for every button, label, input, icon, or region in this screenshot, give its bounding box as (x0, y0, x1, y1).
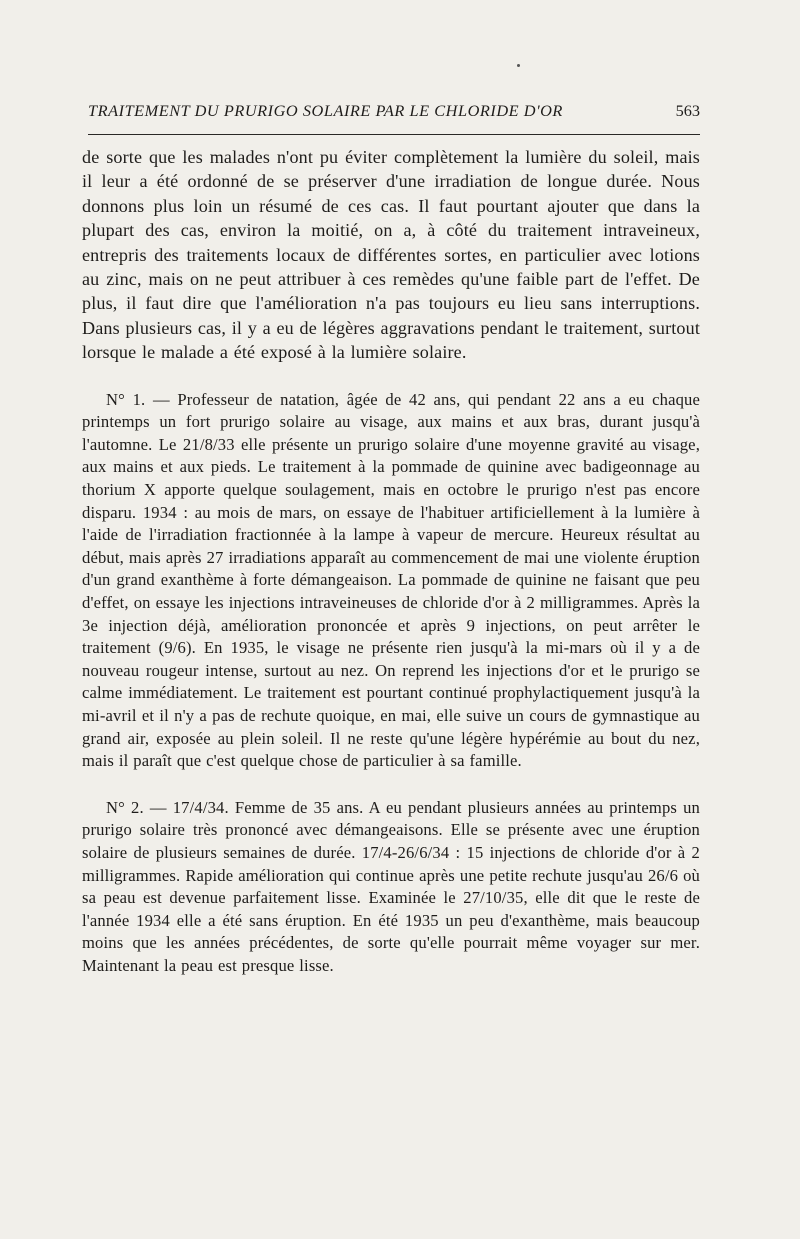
print-speck (517, 64, 520, 67)
case-1-paragraph: N° 1. — Professeur de natation, âgée de 42 ans, qui pendant 22 ans a eu chaque printemps un fort prurigo solaire au visage, aux mains et aux bras, durant jusqu'à l'automne. Le 21/8/33 elle présente un prurigo solaire d'une moyenne gravité au visage, aux mains et aux pieds. Le traitement à la pommade de quinine avec badigeonnage au thorium X apporte quelque soulagement, mais en octobre le prurigo n'est pas encore disparu. 1934 : au mois de mars, on essaye de l'habituer artificiellement à la lumière à l'aide de l'irradiation fractionnée à la lampe à vapeur de mercure. Heureux résultat au début, mais après 27 irradiations apparaît au commencement de mai une violente éruption d'un grand exanthème à forte démangeaison. La pommade de quinine ne faisant que peu d'effet, on essaye les injections intraveineuses de chloride d'or à 2 milligrammes. Après la 3e injection déjà, amélioration prononcée et après 9 injections, on peut arrêter le traitement (9/6). En 1935, le visage ne présente rien jusqu'à la mi-mars où il y a de nouveau rougeur intense, surtout au nez. On reprend les injections d'or et le prurigo se calme immédiatement. Le traitement est pourtant continué prophylactiquement jusqu'à la mi-avril et il n'y a pas de rechute quoique, en mai, elle suive un cours de gymnastique au grand air, exposée au plein soleil. Il ne reste qu'une légère hypérémie au bout du nez, mais il paraît que c'est quelque chose de particulier à sa famille. (82, 389, 700, 771)
intro-paragraph: de sorte que les malades n'ont pu éviter complètement la lumière du soleil, mais il leur a été ordonné de se préserver d'une irradiation de longue durée. Nous donnons plus loin un résumé de ces cas. Il faut pourtant ajouter que dans la plupart des cas, environ la moitié, on a, à côté du traitement intraveineux, entrepris des traitements locaux de différentes sortes, en particulier avec lotions au zinc, mais on ne peut attribuer à ces remèdes qu'une faible part de l'effet. De plus, il faut dire que l'amélioration n'a pas toujours eu lieu sans interruptions. Dans plusieurs cas, il y a eu de légères aggravations pendant le traitement, surtout lorsque le malade a été exposé à la lumière solaire. (82, 147, 700, 363)
running-header (88, 101, 700, 125)
page-number: 563 (675, 101, 700, 120)
header-rule (88, 134, 700, 135)
text-body (82, 145, 700, 978)
running-title: TRAITEMENT DU PRURIGO SOLAIRE PAR LE CHLORIDE D'OR (88, 101, 563, 120)
case-2-paragraph: N° 2. — 17/4/34. Femme de 35 ans. A eu pendant plusieurs années au printemps un prurigo solaire très prononcé avec démangeaisons. Elle se présente avec une éruption solaire de plusieurs semaines de durée. 17/4-26/6/34 : 15 injections de chloride d'or à 2 milligrammes. Rapide amélioration qui continue après une petite rechute jusqu'au 26/6 où sa peau est devenue parfaitement lisse. Examinée le 27/10/35, elle dit que le reste de l'année 1934 elle a été sans éruption. En été 1935 un peu d'exanthème, mais beaucoup moins que les années précédentes, de sorte qu'elle pourrait même voyager sur mer. Maintenant la peau est presque lisse. (82, 797, 700, 975)
